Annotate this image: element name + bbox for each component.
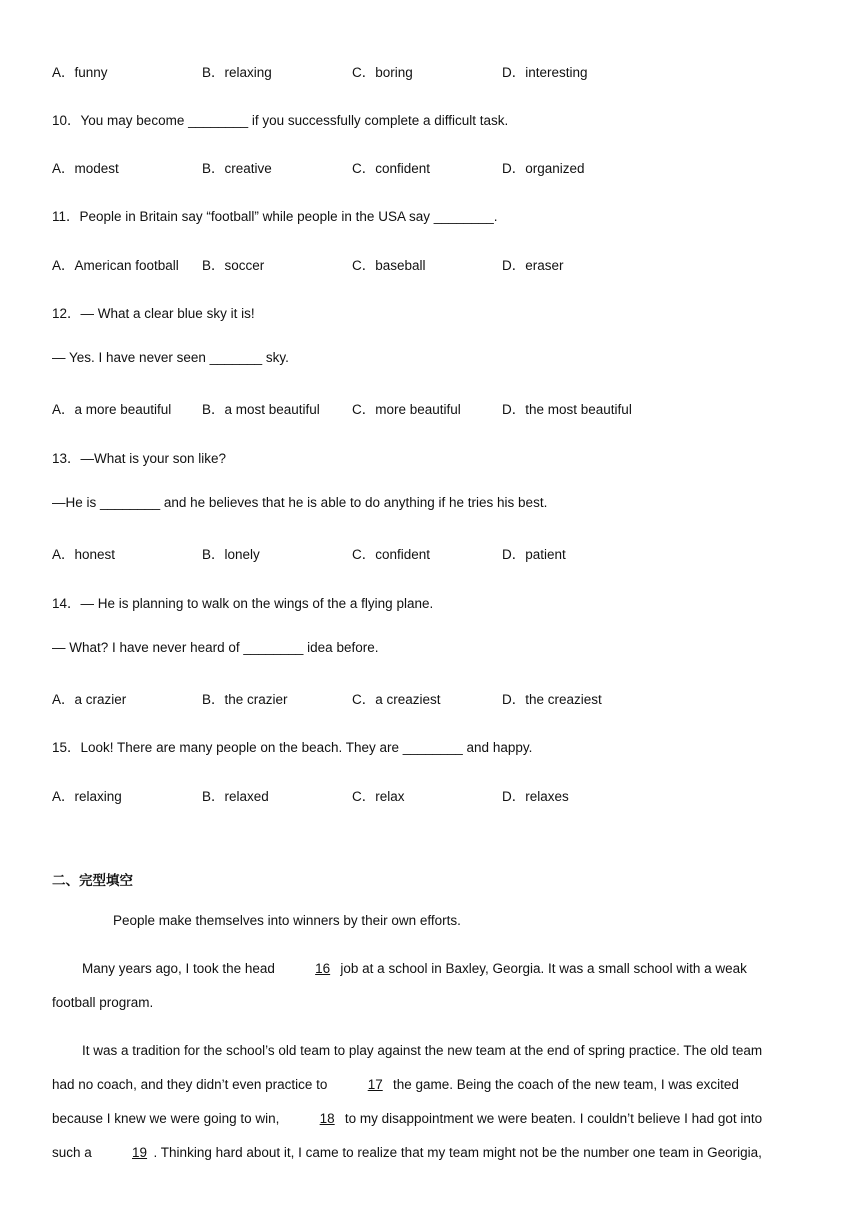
- q14-reply: — What? I have never heard of ________ idea before.: [52, 640, 379, 655]
- q10-option-c[interactable]: C．confident: [352, 161, 431, 176]
- paragraph-1-text-c: football program.: [52, 995, 154, 1010]
- paragraph-1-text-a: Many years ago, I took the head: [82, 961, 275, 976]
- q10-option-b[interactable]: B．creative: [202, 161, 272, 176]
- blank-19[interactable]: 19: [132, 1145, 148, 1160]
- q9-option-b[interactable]: B．relaxing: [202, 65, 272, 80]
- q13-option-b[interactable]: B．lonely: [202, 547, 260, 562]
- q9-option-d[interactable]: D．interesting: [502, 65, 588, 80]
- passage-paragraph-1: [52, 952, 812, 1020]
- q14-option-c[interactable]: C．a creaziest: [352, 692, 441, 707]
- q12-option-b[interactable]: B．a most beautiful: [202, 402, 320, 417]
- q15-option-c[interactable]: C．relax: [352, 789, 405, 804]
- q11-option-c[interactable]: C．baseball: [352, 258, 426, 273]
- blank-17[interactable]: 17: [367, 1077, 383, 1092]
- q14-option-b[interactable]: B．the crazier: [202, 692, 288, 707]
- paragraph-2-text-d: because I knew we were going to win,: [52, 1111, 280, 1126]
- blank-16[interactable]: 16: [315, 961, 331, 976]
- passage-title: People make themselves into winners by their own efforts.: [113, 913, 461, 928]
- q14-option-a[interactable]: A．a crazier: [52, 692, 127, 707]
- q9-option-a[interactable]: A．funny: [52, 65, 108, 80]
- q11-option-a[interactable]: A．American football: [52, 258, 179, 273]
- q15-option-d[interactable]: D．relaxes: [502, 789, 569, 804]
- q10-option-d[interactable]: D．organized: [502, 161, 585, 176]
- q15-option-a[interactable]: A．relaxing: [52, 789, 122, 804]
- q13-option-d[interactable]: D．patient: [502, 547, 566, 562]
- q13-option-c[interactable]: C．confident: [352, 547, 431, 562]
- paragraph-2-text-a: It was a tradition for the school’s old team to play against the new team at the end of spring practice. The old team: [82, 1043, 763, 1058]
- q15-prompt: 15．Look! There are many people on the beach. They are ________ and happy.: [52, 740, 533, 755]
- paragraph-2-text-g: . Thinking hard about it, I came to realize that my team might not be the number one team in Georigia,: [153, 1145, 762, 1160]
- paragraph-2-text-b: had no coach, and they didn’t even practice to: [52, 1077, 328, 1092]
- section-heading: 二、完型填空: [52, 873, 133, 888]
- q11-option-d[interactable]: D．eraser: [502, 258, 564, 273]
- q10-option-a[interactable]: A．modest: [52, 161, 119, 176]
- paragraph-2-text-c: the game. Being the coach of the new team, I was excited: [392, 1077, 739, 1092]
- q14-prompt: 14．— He is planning to walk on the wings of the a flying plane.: [52, 596, 434, 611]
- q13-reply: —He is ________ and he believes that he is able to do anything if he tries his best.: [52, 495, 548, 510]
- paragraph-2-text-f: such a: [52, 1145, 92, 1160]
- q14-option-d[interactable]: D．the creaziest: [502, 692, 602, 707]
- q9-option-c[interactable]: C．boring: [352, 65, 413, 80]
- q11-prompt: 11．People in Britain say “football” while people in the USA say ________.: [52, 209, 498, 224]
- paragraph-1-text-b: job at a school in Baxley, Georgia. It was a small school with a weak: [340, 961, 747, 976]
- blank-18[interactable]: 18: [319, 1111, 335, 1126]
- q10-prompt: 10．You may become ________ if you successfully complete a difficult task.: [52, 113, 509, 128]
- q12-option-a[interactable]: A．a more beautiful: [52, 402, 172, 417]
- paragraph-2-text-e: to my disappointment we were beaten. I couldn’t believe I had got into: [344, 1111, 763, 1126]
- q12-option-d[interactable]: D．the most beautiful: [502, 402, 632, 417]
- q15-option-b[interactable]: B．relaxed: [202, 789, 269, 804]
- passage-paragraph-2: [52, 1034, 812, 1170]
- q11-option-b[interactable]: B．soccer: [202, 258, 265, 273]
- q12-option-c[interactable]: C．more beautiful: [352, 402, 461, 417]
- q12-prompt: 12．— What a clear blue sky it is!: [52, 306, 255, 321]
- q13-prompt: 13．—What is your son like?: [52, 451, 227, 466]
- q12-reply: — Yes. I have never seen _______ sky.: [52, 350, 289, 365]
- q13-option-a[interactable]: A．honest: [52, 547, 116, 562]
